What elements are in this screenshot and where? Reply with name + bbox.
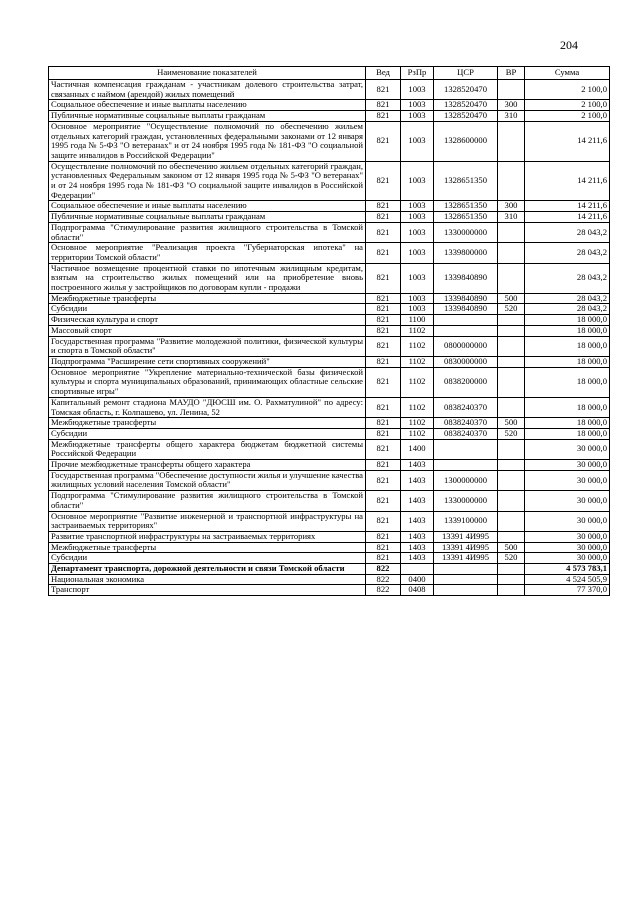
cell-csr: 1328600000 [434,121,498,161]
table-row [49,161,610,201]
cell-sum: 30 000,0 [525,439,610,459]
cell-name: Транспорт [49,585,366,596]
cell-sum: 30 000,0 [525,553,610,564]
cell-name: Основное мероприятие "Реализация проекта "Губернаторская ипотека" на территории Томской области" [49,243,366,263]
cell-csr: 1339840890 [434,263,498,293]
cell-vr: 520 [498,428,525,439]
cell-csr: 1339840890 [434,293,498,304]
cell-name: Публичные нормативные социальные выплаты гражданам [49,212,366,223]
cell-rzpr: 1003 [401,212,434,223]
cell-rzpr: 1102 [401,336,434,356]
cell-name: Департамент транспорта, дорожной деятельности и связи Томской области [49,564,366,575]
table-row [49,293,610,304]
cell-ved: 821 [366,439,401,459]
table-row [49,511,610,531]
cell-rzpr: 1403 [401,491,434,511]
cell-vr [498,222,525,242]
cell-csr: 1328651350 [434,212,498,223]
cell-sum: 2 100,0 [525,100,610,111]
cell-name: Межбюджетные трансферты [49,293,366,304]
cell-rzpr: 1003 [401,304,434,315]
cell-csr [434,574,498,585]
cell-name: Межбюджетные трансферты общего характера бюджетам бюджетной системы Российской Федерации [49,439,366,459]
cell-ved: 821 [366,511,401,531]
table-row [49,367,610,397]
cell-csr: 1300000000 [434,470,498,490]
cell-csr: 1328520470 [434,111,498,122]
cell-vr [498,397,525,417]
cell-csr [434,564,498,575]
cell-ved: 821 [366,100,401,111]
header-rzpr: РзПр [401,67,434,80]
cell-vr: 500 [498,542,525,553]
header-csr: ЦСР [434,67,498,80]
table-row [49,222,610,242]
cell-csr [434,315,498,326]
cell-csr: 1339100000 [434,511,498,531]
cell-sum: 14 211,6 [525,121,610,161]
cell-name: Социальное обеспечение и иные выплаты населению [49,100,366,111]
page-number: 204 [560,38,578,52]
cell-rzpr: 1003 [401,201,434,212]
cell-rzpr: 1403 [401,460,434,471]
cell-name: Субсидии [49,553,366,564]
cell-name: Основное мероприятие "Осуществление полномочий по обеспечению жильем отдельных категорий граждан, установленных федеральными законами от 12 января 1995 года № 5-ФЗ "О ветеранах" и от 24 ноября 1995 года № 181-ФЗ "О социальной защите инвалидов в Российской Федерации" [49,121,366,161]
table-header-row [49,67,610,80]
cell-name: Субсидии [49,304,366,315]
table-row [49,460,610,471]
table-row [49,336,610,356]
cell-name: Подпрограмма "Расширение сети спортивных сооружений" [49,356,366,367]
table-row [49,201,610,212]
cell-vr: 300 [498,201,525,212]
cell-vr [498,315,525,326]
cell-sum: 30 000,0 [525,491,610,511]
cell-rzpr: 1102 [401,397,434,417]
cell-vr [498,356,525,367]
cell-csr [434,439,498,459]
cell-csr [434,460,498,471]
table-row [49,585,610,596]
cell-ved: 822 [366,574,401,585]
cell-vr [498,531,525,542]
cell-sum: 2 100,0 [525,111,610,122]
cell-sum: 18 000,0 [525,397,610,417]
cell-rzpr: 1003 [401,263,434,293]
cell-csr: 1330000000 [434,491,498,511]
cell-name: Публичные нормативные социальные выплаты гражданам [49,111,366,122]
cell-name: Социальное обеспечение и иные выплаты населению [49,201,366,212]
cell-ved: 821 [366,212,401,223]
table-row [49,111,610,122]
header-name: Наименование показателей [49,67,366,80]
cell-csr: 1339840890 [434,304,498,315]
cell-name: Частичное возмещение процентной ставки по ипотечным жилищным кредитам, взятым на строительство жилых помещений или на приобретение вновь построенного жилья у застройщиков по договорам купли - продажи [49,263,366,293]
cell-vr [498,80,525,100]
cell-rzpr: 1003 [401,243,434,263]
cell-name: Капитальный ремонт стадиона МАУДО "ДЮСШ им. О. Рахматулиной" по адресу: Томская область, г. Колпашево, ул. Ленина, 52 [49,397,366,417]
cell-sum: 28 043,2 [525,243,610,263]
cell-sum: 28 043,2 [525,263,610,293]
cell-sum: 30 000,0 [525,511,610,531]
table-row [49,100,610,111]
cell-csr: 0838240370 [434,428,498,439]
cell-ved: 821 [366,304,401,315]
table-row [49,356,610,367]
cell-csr: 13391 4И995 [434,531,498,542]
cell-vr: 500 [498,418,525,429]
cell-sum: 18 000,0 [525,325,610,336]
cell-name: Субсидии [49,428,366,439]
cell-name: Межбюджетные трансферты [49,542,366,553]
cell-name: Государственная программа "Обеспечение доступности жилья и улучшение качества жилищных условий населения Томской области" [49,470,366,490]
cell-ved: 821 [366,80,401,100]
cell-rzpr: 1403 [401,542,434,553]
cell-vr [498,121,525,161]
cell-ved: 821 [366,293,401,304]
cell-ved: 821 [366,243,401,263]
cell-rzpr: 0408 [401,585,434,596]
table-row [49,470,610,490]
table-row [49,263,610,293]
cell-sum: 18 000,0 [525,336,610,356]
table-row [49,304,610,315]
table-row [49,243,610,263]
table-row [49,553,610,564]
cell-csr: 1339800000 [434,243,498,263]
cell-ved: 821 [366,356,401,367]
cell-vr: 310 [498,111,525,122]
cell-sum: 18 000,0 [525,428,610,439]
cell-rzpr: 1403 [401,553,434,564]
cell-csr: 13391 4И995 [434,553,498,564]
cell-csr: 13391 4И995 [434,542,498,553]
cell-rzpr: 1003 [401,161,434,201]
cell-vr [498,336,525,356]
cell-rzpr: 1102 [401,428,434,439]
cell-rzpr: 1100 [401,315,434,326]
cell-vr: 520 [498,304,525,315]
cell-name: Национальная экономика [49,574,366,585]
cell-name: Физическая культура и спорт [49,315,366,326]
cell-name: Частичная компенсация гражданам - участникам долевого строительства затрат, связанных с наймом (арендой) жилых помещений [49,80,366,100]
cell-name: Межбюджетные трансферты [49,418,366,429]
cell-ved: 822 [366,585,401,596]
cell-ved: 821 [366,263,401,293]
cell-rzpr: 1102 [401,418,434,429]
table-row [49,574,610,585]
cell-name: Государственная программа "Развитие молодежной политики, физической культуры и спорта в Томской области" [49,336,366,356]
cell-rzpr [401,564,434,575]
cell-sum: 18 000,0 [525,315,610,326]
header-vr: ВР [498,67,525,80]
cell-sum: 18 000,0 [525,356,610,367]
cell-ved: 821 [366,428,401,439]
cell-csr: 1328520470 [434,80,498,100]
cell-csr: 1328520470 [434,100,498,111]
cell-ved: 821 [366,222,401,242]
cell-ved: 821 [366,397,401,417]
header-sum: Сумма [525,67,610,80]
cell-rzpr: 1003 [401,121,434,161]
cell-name: Развитие транспортной инфраструктуры на застраиваемых территориях [49,531,366,542]
cell-name: Подпрограмма "Стимулирование развития жилищного строительства в Томской области" [49,491,366,511]
table-row [49,315,610,326]
budget-table [48,66,610,596]
cell-rzpr: 1003 [401,80,434,100]
cell-vr [498,325,525,336]
cell-ved: 821 [366,325,401,336]
cell-rzpr: 1003 [401,111,434,122]
cell-sum: 18 000,0 [525,367,610,397]
cell-vr [498,263,525,293]
cell-vr [498,564,525,575]
cell-ved: 821 [366,531,401,542]
cell-csr: 0830000000 [434,356,498,367]
cell-csr [434,585,498,596]
cell-vr: 300 [498,100,525,111]
cell-sum: 30 000,0 [525,470,610,490]
cell-ved: 821 [366,111,401,122]
cell-rzpr: 0400 [401,574,434,585]
cell-csr: 1328651350 [434,201,498,212]
cell-ved: 821 [366,367,401,397]
cell-ved: 821 [366,418,401,429]
cell-sum: 14 211,6 [525,201,610,212]
cell-sum: 28 043,2 [525,304,610,315]
cell-vr [498,439,525,459]
cell-ved: 821 [366,553,401,564]
table-row [49,325,610,336]
cell-rzpr: 1102 [401,367,434,397]
cell-sum: 4 524 505,9 [525,574,610,585]
cell-rzpr: 1102 [401,356,434,367]
cell-ved: 821 [366,460,401,471]
cell-csr: 0800000000 [434,336,498,356]
cell-ved: 821 [366,542,401,553]
cell-sum: 77 370,0 [525,585,610,596]
cell-name: Прочие межбюджетные трансферты общего характера [49,460,366,471]
cell-vr [498,460,525,471]
cell-sum: 30 000,0 [525,460,610,471]
table-row [49,397,610,417]
table-row [49,80,610,100]
cell-rzpr: 1400 [401,439,434,459]
cell-vr [498,243,525,263]
cell-sum: 14 211,6 [525,212,610,223]
cell-rzpr: 1003 [401,293,434,304]
cell-vr: 310 [498,212,525,223]
cell-vr: 520 [498,553,525,564]
cell-sum: 14 211,6 [525,161,610,201]
cell-csr: 0838240370 [434,397,498,417]
table-row [49,564,610,575]
cell-csr: 1328651350 [434,161,498,201]
cell-name: Основное мероприятие "Укрепление материально-технической базы физической культуры и спорта муниципальных образований, принимающих областные сельские спортивные игры" [49,367,366,397]
cell-sum: 18 000,0 [525,418,610,429]
cell-csr: 0838240370 [434,418,498,429]
cell-rzpr: 1003 [401,222,434,242]
cell-rzpr: 1403 [401,531,434,542]
cell-ved: 821 [366,491,401,511]
cell-ved: 821 [366,336,401,356]
cell-csr: 0838200000 [434,367,498,397]
cell-sum: 28 043,2 [525,222,610,242]
cell-vr [498,574,525,585]
cell-rzpr: 1102 [401,325,434,336]
cell-sum: 28 043,2 [525,293,610,304]
cell-sum: 4 573 783,1 [525,564,610,575]
cell-ved: 821 [366,470,401,490]
table-row [49,491,610,511]
table-row [49,542,610,553]
cell-vr [498,367,525,397]
cell-vr [498,161,525,201]
cell-vr [498,491,525,511]
header-ved: Вед [366,67,401,80]
table-row [49,439,610,459]
cell-ved: 821 [366,201,401,212]
cell-name: Массовый спорт [49,325,366,336]
cell-ved: 821 [366,315,401,326]
cell-sum: 2 100,0 [525,80,610,100]
table-row [49,418,610,429]
cell-ved: 821 [366,121,401,161]
table-row [49,531,610,542]
cell-ved: 822 [366,564,401,575]
cell-ved: 821 [366,161,401,201]
table-row [49,428,610,439]
cell-sum: 30 000,0 [525,531,610,542]
cell-name: Подпрограмма "Стимулирование развития жилищного строительства в Томской области" [49,222,366,242]
cell-rzpr: 1003 [401,100,434,111]
cell-sum: 30 000,0 [525,542,610,553]
cell-name: Основное мероприятие "Развитие инженерной и транспортной инфраструктуры на застраиваемых территориях" [49,511,366,531]
cell-vr [498,585,525,596]
cell-rzpr: 1403 [401,511,434,531]
table-row [49,212,610,223]
table-body [49,80,610,596]
cell-name: Осуществление полномочий по обеспечению жильем отдельных категорий граждан, установленных Федеральным законом от 12 января 1995 года № 5-ФЗ "О ветеранах" и от 24 ноября 1995 года № 181-ФЗ "О социальной защите инвалидов в Российской Федерации" [49,161,366,201]
cell-vr [498,511,525,531]
cell-vr [498,470,525,490]
cell-csr: 1330000000 [434,222,498,242]
table-row [49,121,610,161]
cell-vr: 500 [498,293,525,304]
cell-rzpr: 1403 [401,470,434,490]
cell-csr [434,325,498,336]
